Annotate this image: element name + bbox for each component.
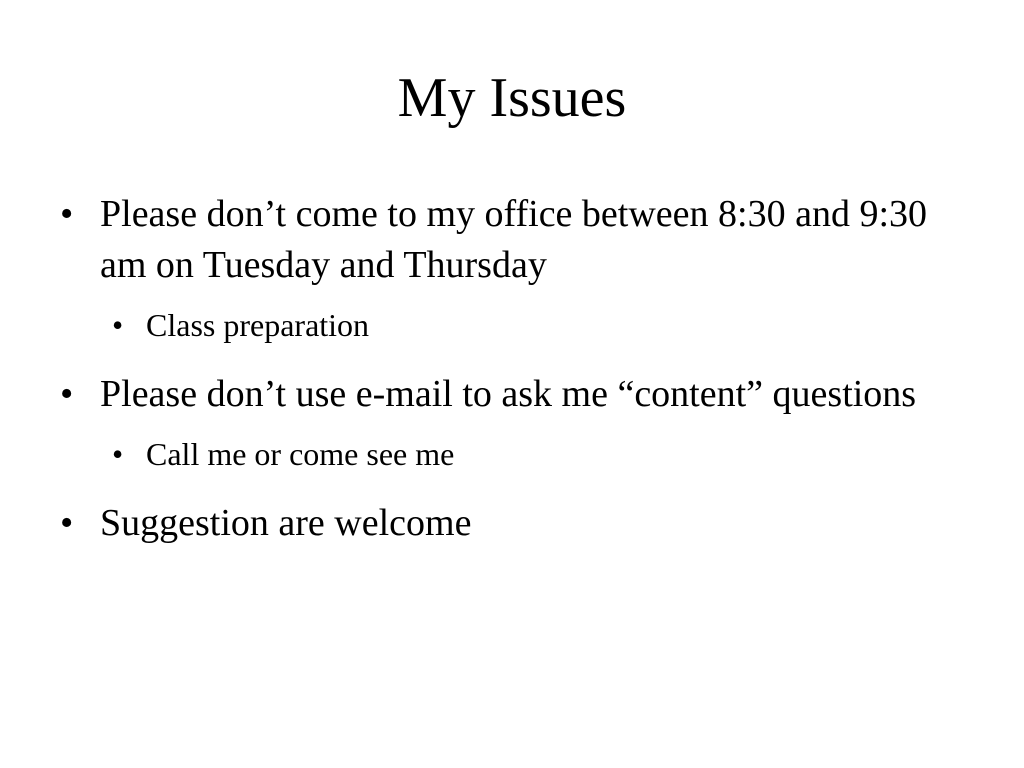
- slide-title: My Issues: [397, 67, 627, 129]
- sub-list-container: [60, 434, 960, 474]
- bullet-item: [60, 189, 960, 291]
- sub-bullet-text: Class preparation: [146, 307, 370, 343]
- bullet-text: Please don’t come to my office between 8:30 and 9:30 am on Tuesday and Thursday: [100, 193, 928, 286]
- bullet-glyph: •: [60, 502, 74, 544]
- sub-bullet-item: [60, 305, 960, 345]
- sub-bullet-glyph: •: [112, 307, 124, 343]
- bullet-text: Please don’t use e-mail to ask me “content” questions: [100, 373, 917, 415]
- sub-bullet-glyph: •: [112, 436, 124, 472]
- bullet-item: [60, 498, 960, 549]
- sub-bullet-item: [60, 434, 960, 474]
- sub-bullet-list: [60, 305, 960, 345]
- bullet-glyph: •: [60, 373, 74, 415]
- sub-bullet-list: [60, 434, 960, 474]
- bullet-text: Suggestion are welcome: [100, 502, 472, 544]
- bullet-glyph: •: [60, 193, 74, 235]
- sub-list-container: [60, 305, 960, 345]
- bullet-list: [60, 189, 960, 549]
- sub-bullet-text: Call me or come see me: [146, 436, 455, 472]
- bullet-item: [60, 369, 960, 420]
